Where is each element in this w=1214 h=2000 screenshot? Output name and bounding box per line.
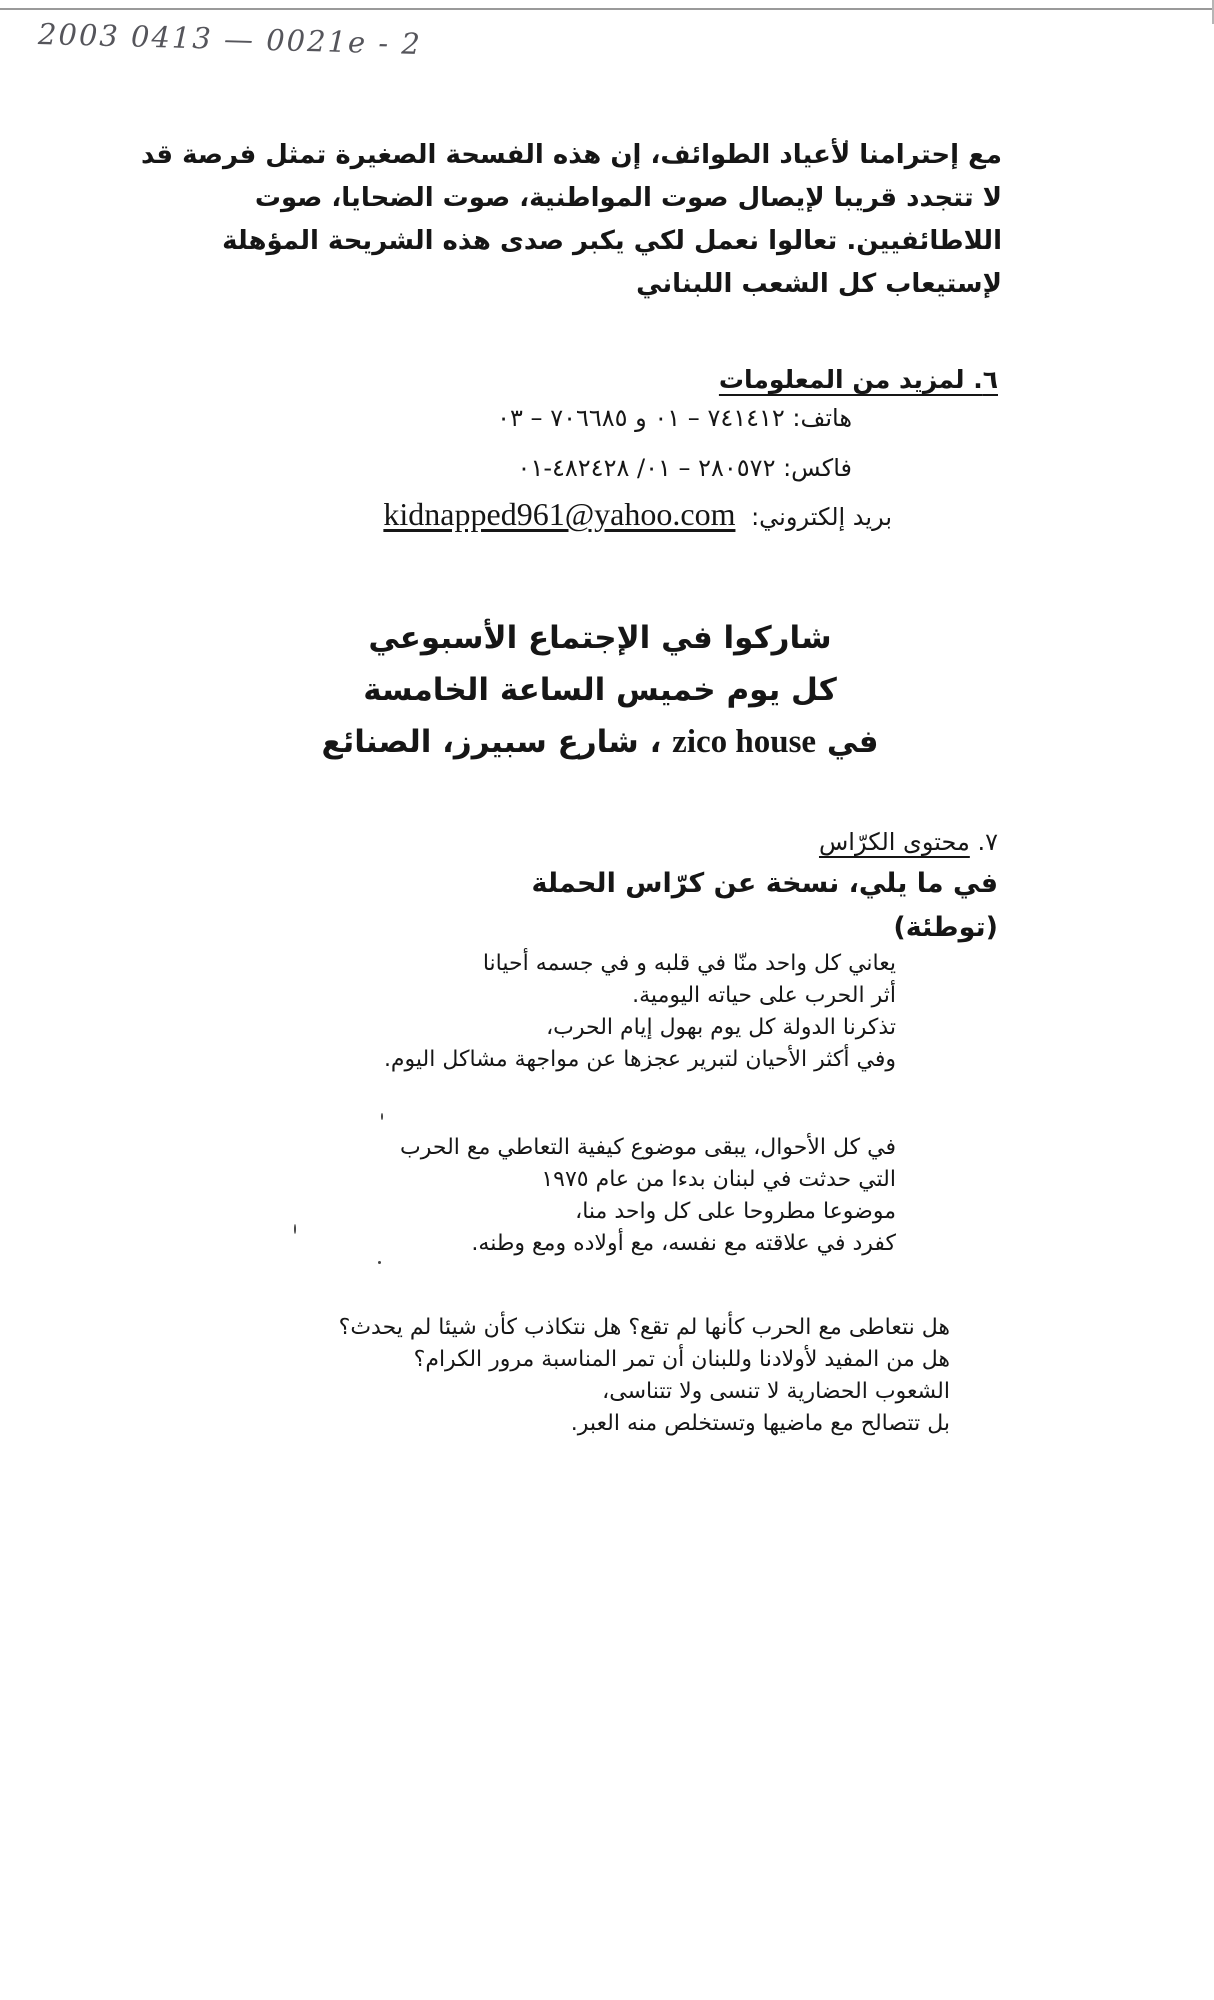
announcement-line-2: كل يوم خميس الساعة الخامسة: [363, 672, 837, 708]
handwritten-reference: 2003 0413 — 0021e - 2: [37, 16, 423, 62]
booklet-intro: [531, 862, 998, 950]
announcement-prefix: في: [826, 724, 879, 760]
weekly-meeting-announcement: [250, 612, 950, 768]
intro-line: لإستيعاب كل الشعب اللبناني: [636, 269, 1002, 299]
stanza-line: وفي أكثر الأحيان لتبرير عجزها عن مواجهة مشاكل اليوم.: [383, 1047, 896, 1072]
stanza-2: [400, 1132, 896, 1260]
stanza-3: [339, 1312, 950, 1440]
ink-speck: [381, 1113, 383, 1120]
intro-line: لا تتجدد قريبا لإيصال صوت المواطنية، صوت الضحايا، صوت: [254, 183, 1002, 213]
ink-speck: [378, 1261, 381, 1264]
stanza-line: كفرد في علاقته مع نفسه، مع أولاده ومع وطنه.: [471, 1231, 896, 1256]
venue-name: zico house: [672, 724, 817, 760]
stanza-line: الشعوب الحضارية لا تنسى ولا تتناسى،: [602, 1379, 950, 1404]
phone-line: [497, 404, 852, 432]
intro-line: مع إحترامنا لأعياد الطوائف، إن هذه الفسحة الصغيرة تمثل فرصة قد: [141, 140, 1002, 170]
stanza-line: هل نتعاطى مع الحرب كأنها لم تقع؟ هل نتكاذب كأن شيئا لم يحدث؟: [338, 1315, 950, 1340]
intro-line: اللاطائفيين. تعالوا نعمل لكي يكبر صدى هذه الشريحة المؤهلة: [222, 226, 1002, 256]
stanza-line: هل من المفيد لأولادنا وللبنان أن تمر المناسبة مرور الكرام؟: [413, 1347, 950, 1372]
scan-top-border: [0, 8, 1214, 10]
phone-value: ٧٤١٤١٢ – ٠١ و ٧٠٦٦٨٥ – ٠٣: [497, 404, 785, 432]
stanza-line: التي حدثت في لبنان بدءا من عام ١٩٧٥: [541, 1167, 896, 1192]
section-7-number: ٧.: [977, 828, 998, 856]
announcement-line-1: شاركوا في الإجتماع الأسبوعي: [368, 620, 832, 656]
ink-speck: [294, 1224, 296, 1234]
announcement-address: ، شارع سبيرز، الصنائع: [321, 724, 662, 760]
fax-line: [518, 454, 852, 482]
fax-value: ٢٨٠٥٧٢ – ٠١/ ٤٨٢٤٢٨-٠١: [517, 454, 776, 482]
booklet-subnote: (توطئة): [893, 912, 998, 943]
stanza-line: موضوعا مطروحا على كل واحد منا،: [575, 1199, 896, 1224]
section-6-heading: ٦. لمزيد من المعلومات: [718, 365, 998, 394]
section-7-title: محتوى الكرّاس: [818, 828, 970, 856]
stanza-line: أثر الحرب على حياته اليومية.: [632, 983, 896, 1008]
stanza-line: تذكرنا الدولة كل يوم بهول إيام الحرب،: [546, 1015, 896, 1040]
stanza-line: يعاني كل واحد منّا في قلبه و في جسمه أحيانا: [482, 951, 896, 976]
email-link[interactable]: kidnapped961@yahoo.com: [383, 496, 736, 532]
stanza-line: بل تتصالح مع ماضيها وتستخلص منه العبر.: [570, 1411, 950, 1436]
section-7-heading: [819, 828, 998, 856]
fax-label: فاكس:: [783, 454, 852, 482]
stanza-line: في كل الأحوال، يبقى موضوع كيفية التعاطي مع الحرب: [400, 1135, 896, 1160]
email-line: [383, 496, 892, 533]
phone-label: هاتف:: [792, 404, 852, 432]
stanza-1: [384, 948, 896, 1076]
booklet-subheading: في ما يلي، نسخة عن كرّاس الحملة: [531, 868, 998, 899]
email-label: بريد إلكتروني:: [751, 503, 892, 531]
intro-paragraph: [141, 134, 1002, 306]
announcement-line-3: [250, 716, 950, 768]
